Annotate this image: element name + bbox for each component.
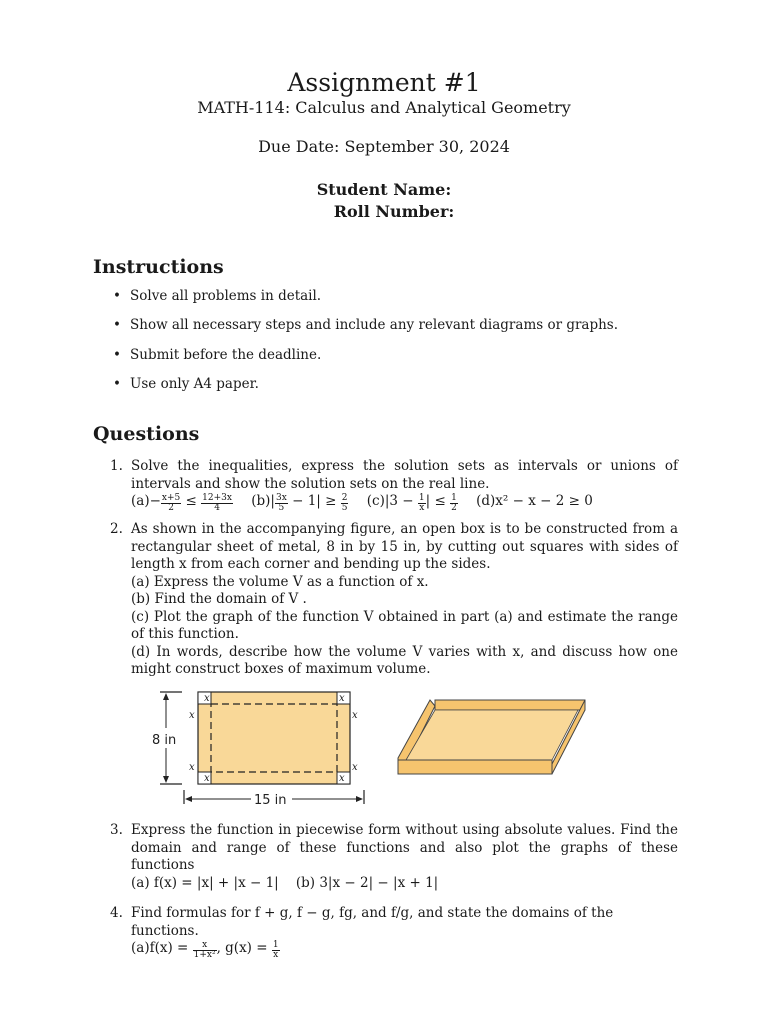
denominator: 1+x² bbox=[193, 950, 216, 960]
question-1-parts bbox=[131, 493, 678, 513]
page-title: Assignment #1 bbox=[287, 68, 481, 97]
relation: ≤ bbox=[181, 493, 202, 509]
instruction-item: • Show all necessary steps and include any relevant diagrams or graphs. bbox=[113, 317, 618, 346]
question-1 bbox=[110, 458, 678, 513]
part-d: (d) In words, describe how the volume V varies with x, and discuss how one might construct boxes of maximum volume. bbox=[131, 643, 678, 677]
corner-label-x: x bbox=[204, 693, 210, 704]
part-label: (a)− bbox=[131, 493, 161, 509]
part-b: (b) Find the domain of V . bbox=[131, 591, 307, 607]
numerator: 2 bbox=[341, 493, 348, 503]
question-text: Express the function in piecewise form without using absolute values. Find the domain and range of these functions and also plot the graphs of these functions bbox=[131, 822, 678, 873]
corner-label-x: x bbox=[339, 773, 345, 784]
denominator: x bbox=[273, 950, 279, 960]
part-label: (c)|3 − bbox=[366, 493, 418, 509]
arrowhead bbox=[356, 796, 363, 802]
open-box-figure bbox=[148, 688, 588, 810]
fraction bbox=[193, 941, 217, 960]
box-floor bbox=[406, 710, 578, 760]
question-4 bbox=[110, 905, 678, 960]
fraction bbox=[275, 494, 288, 513]
metal-sheet bbox=[198, 692, 350, 784]
height-label: 8 in bbox=[152, 733, 177, 748]
fraction bbox=[161, 494, 181, 513]
denominator: 2 bbox=[451, 503, 457, 513]
fraction bbox=[201, 494, 233, 513]
numerator: x bbox=[193, 941, 217, 951]
instruction-item: • Submit before the deadline. bbox=[113, 347, 618, 376]
student-name-label: Student Name: bbox=[316, 180, 452, 199]
arrowhead bbox=[185, 796, 192, 802]
denominator: 5 bbox=[341, 503, 348, 513]
denominator: 2 bbox=[168, 503, 174, 513]
question-3-parts: (a) f(x) = |x| + |x − 1| (b) 3|x − 2| − |x + 1| bbox=[131, 874, 439, 891]
denominator: 4 bbox=[214, 503, 220, 513]
numerator: x+5 bbox=[161, 493, 181, 503]
question-text: Find formulas for f + g, f − g, fg, and f/g, and state the domains of the functions. bbox=[131, 905, 614, 939]
question-4-parts bbox=[131, 940, 678, 960]
part-a bbox=[131, 493, 233, 513]
roll-number-label: Roll Number: bbox=[333, 202, 455, 221]
arrowhead bbox=[163, 776, 169, 783]
course-title: MATH-114: Calculus and Analytical Geometry bbox=[197, 98, 571, 117]
part-c bbox=[366, 493, 458, 513]
corner-label-x: x bbox=[204, 773, 210, 784]
numerator: 1 bbox=[272, 940, 279, 950]
due-date: Due Date: September 30, 2024 bbox=[258, 137, 510, 156]
instructions-heading: Instructions bbox=[93, 256, 224, 278]
numerator: 1 bbox=[451, 493, 457, 503]
numerator: 12+3x bbox=[202, 493, 232, 503]
instruction-item: • Solve all problems in detail. bbox=[113, 288, 618, 317]
numerator: 3x bbox=[275, 493, 287, 503]
denominator: x bbox=[419, 503, 425, 513]
question-number: 2. bbox=[110, 521, 123, 537]
fraction bbox=[450, 494, 458, 513]
part-d: (d)x² − x − 2 ≥ 0 bbox=[476, 493, 593, 509]
corner-label-x: x bbox=[339, 693, 345, 704]
question-text: As shown in the accompanying figure, an open box is to be constructed from a rectangular sheet of metal, 8 in by 15 in, by cutting out squares with sides of length x from each corner and bending up the sides. bbox=[131, 521, 678, 572]
part-label: (b)| bbox=[251, 493, 275, 509]
part-label: , g(x) = bbox=[216, 940, 272, 956]
question-text: Solve the inequalities, express the solution sets as intervals or unions of intervals and show the solution sets on the real line. bbox=[131, 458, 678, 492]
fraction bbox=[418, 494, 426, 513]
instructions-list bbox=[113, 288, 618, 405]
box-back-wall bbox=[435, 700, 585, 710]
relation: | ≤ bbox=[425, 493, 451, 509]
arrowhead bbox=[163, 693, 169, 700]
corner-label-x: x bbox=[189, 710, 195, 721]
question-number: 4. bbox=[110, 905, 123, 921]
denominator: 5 bbox=[278, 503, 285, 513]
question-number: 1. bbox=[110, 458, 123, 474]
question-3 bbox=[110, 822, 678, 892]
relation: − 1| ≥ bbox=[287, 493, 341, 509]
numerator: 1 bbox=[418, 493, 425, 503]
part-label: (a)f(x) = bbox=[131, 940, 193, 956]
corner-label-x: x bbox=[352, 710, 358, 721]
part-c: (c) Plot the graph of the function V obtained in part (a) and estimate the range of this function. bbox=[131, 608, 678, 642]
corner-label-x: x bbox=[189, 762, 195, 773]
part-b bbox=[251, 493, 348, 513]
part-a: (a) Express the volume V as a function of x. bbox=[131, 573, 429, 590]
instruction-item: • Use only A4 paper. bbox=[113, 376, 618, 405]
width-label: 15 in bbox=[254, 793, 287, 808]
questions-heading: Questions bbox=[93, 423, 200, 445]
open-box bbox=[398, 700, 585, 774]
corner-label-x: x bbox=[352, 762, 358, 773]
question-2 bbox=[110, 521, 678, 679]
question-number: 3. bbox=[110, 822, 123, 838]
fraction bbox=[272, 941, 280, 960]
fraction bbox=[341, 494, 349, 513]
box-front-wall bbox=[398, 760, 552, 774]
